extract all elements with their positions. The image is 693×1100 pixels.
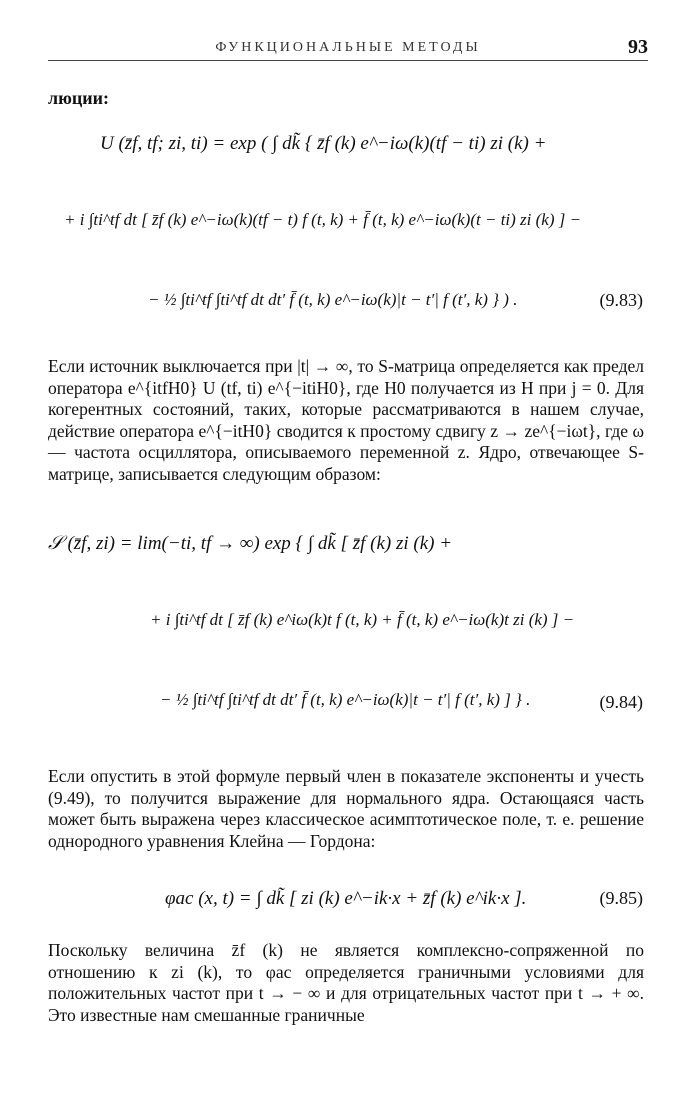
equation-number: (9.85) — [599, 888, 643, 908]
paragraph: Поскольку величина z̄f (k) не является комплексно-сопряженной по отношению к zi (k), то φас определяется граничными условиями для положительных частот при t → − ∞ и для отрицательных частот при t → + ∞. Это известные нам смешанные граничные — [48, 940, 644, 1025]
paragraph: Если опустить в этой формуле первый член в показателе экспоненты и учесть (9.49), то получится выражение для нормального ядра. Остающаяся часть может быть выражена через классическое асимптотическое поле, т. е. решение однородного уравнения Клейна — Гордона: — [48, 766, 644, 851]
equation-number: (9.84) — [599, 692, 643, 712]
running-title: ФУНКЦИОНАЛЬНЫЕ МЕТОДЫ — [215, 40, 481, 55]
equation-9-84-line-3: − ½ ∫ti^tf ∫ti^tf dt dt′ f̄ (t, k) e^−iω(k)|t − t′| f (t′, k) ] } . — [160, 690, 531, 709]
header-rule — [48, 60, 648, 61]
equation-9-84-line-2: + i ∫ti^tf dt [ z̄f (k) e^iω(k)t f (t, k) + f̄ (t, k) e^−iω(k)t zi (k) ] − — [150, 610, 575, 629]
equation-9-85-line: φас (x, t) = ∫ dk̃ [ zi (k) e^−ik·x + z̄f (k) e^ik·x ]. — [165, 888, 527, 909]
page-number: 93 — [628, 36, 648, 58]
running-head — [48, 36, 648, 62]
equation-9-83-line-2: + i ∫ti^tf dt [ z̄f (k) e^−iω(k)(tf − t) f (t, k) + f̄ (t, k) e^−iω(k)(t − ti) zi (k) ] − — [64, 210, 582, 229]
paragraph: Если источник выключается при |t| → ∞, то S-матрица определяется как предел оператора e^{itfH0} U (tf, ti) e^{−itiH0}, где H0 получается из H при j = 0. Для когерентных состояний, таких, которые рассматриваются в нашем случае, действие оператора e^{−itH0} сводится к простому сдвигу z → ze^{−iωt}, где ω — частота осциллятора, описываемого переменной z. Ядро, отвечающее S-матрице, записывается следующим образом: — [48, 356, 644, 484]
equation-9-83-line-1: U (z̄f, tf; zi, ti) = exp ( ∫ dk̃ { z̄f (k) e^−iω(k)(tf − ti) zi (k) + — [100, 133, 547, 154]
equation-number: (9.83) — [599, 290, 643, 310]
paragraph-fragment: люции: — [48, 88, 109, 108]
equation-9-83-line-3: − ½ ∫ti^tf ∫ti^tf dt dt′ f̄ (t, k) e^−iω(k)|t − t′| f (t′, k) } ) . — [148, 290, 518, 309]
equation-9-84-line-1: 𝒮 (z̄f, zi) = lim(−ti, tf → ∞) exp { ∫ dk̃ [ z̄f (k) zi (k) + — [48, 533, 453, 554]
